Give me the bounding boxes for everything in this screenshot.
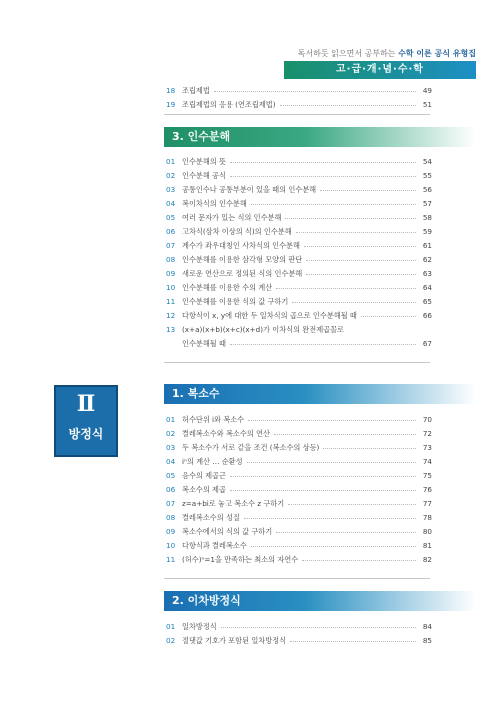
toc-entry[interactable] — [166, 94, 432, 108]
dot-leader — [251, 204, 416, 205]
entry-page-number: 77 — [422, 498, 432, 508]
section-title-quadratic-equations: 2. 이차방정식 — [164, 591, 476, 611]
entry-title: 여러 문자가 있는 식의 인수분해 — [182, 212, 282, 222]
dot-leader — [248, 420, 416, 421]
dot-leader — [306, 260, 416, 261]
entry-number: 02 — [166, 170, 176, 180]
entry-page-number: 49 — [422, 85, 432, 95]
entry-title: 인수분해를 이용한 수의 계산 — [182, 282, 273, 292]
toc-entry[interactable] — [166, 549, 432, 563]
toc-entry[interactable] — [166, 535, 432, 549]
entry-page-number: 82 — [422, 554, 432, 564]
entry-title: 조립제법 — [182, 85, 210, 95]
entry-page-number: 61 — [422, 240, 432, 250]
entry-title: (x+a)(x+b)(x+c)(x+d)가 이차식의 완전제곱꼴로 — [182, 324, 344, 334]
entry-title: 인수분해될 때 — [182, 338, 226, 348]
entry-title: 음수의 제곱근 — [182, 470, 226, 480]
entry-number: 06 — [166, 226, 176, 236]
dot-leader — [230, 176, 416, 177]
toc-entry[interactable] — [166, 263, 432, 277]
toc-entry[interactable] — [166, 423, 432, 437]
entry-title: 복소수의 제곱 — [182, 484, 226, 494]
toc-entry[interactable] — [166, 333, 432, 347]
entry-title: 켤레복소수의 성질 — [182, 512, 240, 522]
dot-leader — [292, 302, 416, 303]
entry-number: 09 — [166, 268, 176, 278]
entry-page-number: 62 — [422, 254, 432, 264]
entry-page-number: 67 — [422, 338, 432, 348]
dot-leader — [323, 448, 416, 449]
entry-number: 06 — [166, 484, 176, 494]
subtitle-highlight: 수학 이론 공식 유형집 — [398, 49, 476, 58]
entry-number: 07 — [166, 240, 176, 250]
toc-entry[interactable] — [166, 80, 432, 94]
dot-leader — [280, 105, 417, 106]
entry-title: z=a+bi로 놓고 복소수 z 구하기 — [182, 498, 285, 508]
dot-leader — [230, 476, 416, 477]
toc-list-quadratic-equations — [166, 616, 432, 644]
entry-title: (허수)ⁿ=1을 만족하는 최소의 자연수 — [182, 554, 299, 564]
toc-entry[interactable] — [166, 193, 432, 207]
dot-leader — [244, 518, 416, 519]
dot-leader — [274, 434, 416, 435]
entry-number: 02 — [166, 428, 176, 438]
entry-page-number: 72 — [422, 428, 432, 438]
entry-number: 11 — [166, 554, 176, 564]
entry-number: 18 — [166, 85, 176, 95]
entry-number: 10 — [166, 540, 176, 550]
entry-page-number: 75 — [422, 470, 432, 480]
entry-page-number: 84 — [422, 621, 432, 631]
series-title: 고·급·개·념·수·학 — [284, 61, 476, 79]
dot-leader — [247, 462, 416, 463]
entry-page-number: 55 — [422, 170, 432, 180]
toc-list-factorization — [166, 151, 432, 347]
entry-title: 인수분해 공식 — [182, 170, 226, 180]
dot-leader — [304, 246, 416, 247]
entry-number: 02 — [166, 635, 176, 645]
entry-number: 01 — [166, 621, 176, 631]
dot-leader — [320, 190, 416, 191]
chapter-title: 방정식 — [68, 427, 104, 441]
entry-page-number: 58 — [422, 212, 432, 222]
entry-title: 다항식이 x, y에 대한 두 일차식의 곱으로 인수분해될 때 — [182, 310, 357, 320]
entry-title: 허수단위 i와 복소수 — [182, 414, 245, 424]
toc-entry[interactable] — [166, 319, 432, 333]
entry-title: 복소수에서의 식의 값 구하기 — [182, 526, 273, 536]
entry-number: 10 — [166, 282, 176, 292]
section-title-factorization: 3. 인수분해 — [164, 127, 476, 147]
entry-page-number: 54 — [422, 156, 432, 166]
entry-title: 다항식과 켤레복소수 — [182, 540, 247, 550]
entry-title: 새로운 연산으로 정의된 식의 인수분해 — [182, 268, 303, 278]
entry-number: 19 — [166, 99, 176, 109]
entry-title: 공통인수나 공통부분이 있을 때의 인수분해 — [182, 184, 317, 194]
entry-number: 04 — [166, 456, 176, 466]
dot-leader — [230, 162, 416, 163]
entry-page-number: 66 — [422, 310, 432, 320]
entry-title: 복이차식의 인수분해 — [182, 198, 247, 208]
entry-title: 절댓값 기호가 포함된 일차방정식 — [182, 635, 287, 645]
entry-page-number: 78 — [422, 512, 432, 522]
subtitle-plain: 독서하듯 읽으면서 공부하는 — [297, 49, 399, 58]
entry-page-number: 76 — [422, 484, 432, 494]
dot-leader — [251, 546, 416, 547]
toc-list-complex-numbers — [166, 409, 432, 563]
dot-leader — [221, 627, 416, 628]
dot-leader — [276, 532, 416, 533]
toc-entry[interactable] — [166, 409, 432, 423]
entry-title: 인수분해의 뜻 — [182, 156, 226, 166]
entry-page-number: 74 — [422, 456, 432, 466]
entry-title: 인수분해를 이용한 식의 값 구하기 — [182, 296, 289, 306]
entry-number: 13 — [166, 324, 176, 334]
entry-page-number: 80 — [422, 526, 432, 536]
dot-leader — [288, 504, 416, 505]
entry-title: iⁿ의 계산 … 순환성 — [182, 456, 243, 466]
entry-title: 일차방정식 — [182, 621, 217, 631]
entry-title: 두 복소수가 서로 같을 조건 (복소수의 상등) — [182, 442, 320, 452]
divider — [164, 114, 430, 115]
toc-entry[interactable] — [166, 437, 432, 451]
toc-entry[interactable] — [166, 451, 432, 465]
entry-page-number: 64 — [422, 282, 432, 292]
entry-page-number: 56 — [422, 184, 432, 194]
section-title-complex-numbers: 1. 복소수 — [164, 384, 476, 404]
toc-entry[interactable] — [166, 479, 432, 493]
entry-page-number: 73 — [422, 442, 432, 452]
entry-page-number: 59 — [422, 226, 432, 236]
dot-leader — [296, 232, 416, 233]
entry-page-number: 63 — [422, 268, 432, 278]
toc-entry[interactable] — [166, 616, 432, 630]
toc-entry[interactable] — [166, 221, 432, 235]
entry-number: 08 — [166, 512, 176, 522]
divider — [164, 578, 430, 579]
entry-number: 01 — [166, 156, 176, 166]
dot-leader — [306, 274, 416, 275]
entry-number: 09 — [166, 526, 176, 536]
entry-number: 03 — [166, 184, 176, 194]
toc-entry[interactable] — [166, 277, 432, 291]
chapter-number: Ⅱ — [76, 391, 96, 417]
toc-entry[interactable] — [166, 179, 432, 193]
entry-number: 11 — [166, 296, 176, 306]
entry-page-number: 51 — [422, 99, 432, 109]
toc-entry[interactable] — [166, 630, 432, 644]
entry-number: 03 — [166, 442, 176, 452]
toc-entry[interactable] — [166, 305, 432, 319]
toc-entry[interactable] — [166, 235, 432, 249]
entry-number: 07 — [166, 498, 176, 508]
toc-entry[interactable] — [166, 249, 432, 263]
dot-leader — [285, 218, 416, 219]
toc-entry[interactable] — [166, 151, 432, 165]
book-subtitle — [298, 48, 476, 59]
toc-entry[interactable] — [166, 207, 432, 221]
dot-leader — [276, 288, 416, 289]
toc-entry[interactable] — [166, 507, 432, 521]
toc-entry[interactable] — [166, 165, 432, 179]
entry-page-number: 57 — [422, 198, 432, 208]
entry-title: 계수가 좌우대칭인 사차식의 인수분해 — [182, 240, 300, 250]
toc-entry[interactable] — [166, 465, 432, 479]
entry-page-number: 81 — [422, 540, 432, 550]
entry-title: 고차식(삼차 이상의 식)의 인수분해 — [182, 226, 292, 236]
entry-title: 조립제법의 응용 (연조립제법) — [182, 99, 276, 109]
toc-list-chapter1-tail — [166, 80, 432, 108]
divider — [164, 362, 430, 363]
toc-entry[interactable] — [166, 493, 432, 507]
entry-title: 켤레복소수와 복소수의 연산 — [182, 428, 270, 438]
entry-number: 08 — [166, 254, 176, 264]
entry-number: 05 — [166, 470, 176, 480]
toc-entry[interactable] — [166, 521, 432, 535]
entry-title: 인수분해를 이용한 삼각형 모양의 판단 — [182, 254, 303, 264]
entry-number: 04 — [166, 198, 176, 208]
dot-leader — [361, 316, 416, 317]
entry-page-number: 65 — [422, 296, 432, 306]
entry-number: 05 — [166, 212, 176, 222]
entry-page-number: 85 — [422, 635, 432, 645]
entry-number: 12 — [166, 310, 176, 320]
dot-leader — [230, 490, 416, 491]
dot-leader — [302, 560, 416, 561]
entry-page-number: 70 — [422, 414, 432, 424]
dot-leader — [214, 91, 416, 92]
entry-number: 01 — [166, 414, 176, 424]
dot-leader — [290, 641, 416, 642]
chapter-badge — [54, 385, 118, 457]
dot-leader — [230, 344, 416, 345]
toc-entry[interactable] — [166, 291, 432, 305]
